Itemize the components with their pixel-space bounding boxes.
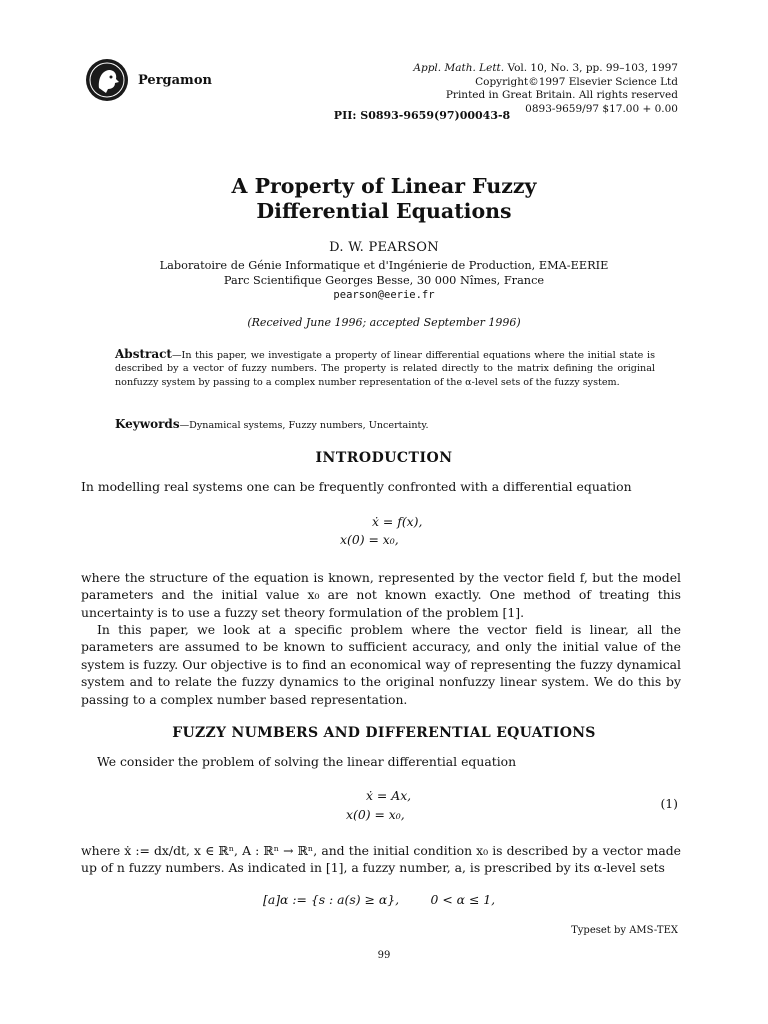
title-line-2: Differential Equations xyxy=(256,199,512,223)
equation-ode xyxy=(340,513,422,549)
typeset-note: Typeset by AMS-TEX xyxy=(571,925,678,936)
journal-name: Appl. Math. Lett. xyxy=(413,62,505,74)
affiliation-line-1: Laboratoire de Génie Informatique et d'Ingénierie de Production, EMA-EERIE xyxy=(159,259,609,272)
equation-alpha-level: [a]α := {s : a(s) ≥ α}, 0 < α ≤ 1, xyxy=(263,892,496,907)
paper-title xyxy=(0,174,768,224)
section-heading-introduction: INTRODUCTION xyxy=(315,450,453,466)
printed-note: Printed in Great Britain. All rights reserved xyxy=(445,89,678,101)
equation-line-1: ẋ = f(x), xyxy=(372,514,423,529)
received-dates: (Received June 1996; accepted September 1996) xyxy=(247,316,521,329)
affiliation-line-2: Parc Scientifique Georges Besse, 30 000 Nîmes, France xyxy=(223,274,545,287)
volume-issue: Vol. 10, No. 3, pp. 99–103, 1997 xyxy=(507,62,678,74)
pii-row xyxy=(0,109,768,122)
abstract-text: In this paper, we investigate a property of linear differential equations where the initial state is described by a vector of fuzzy numbers. The property is related directly to the matrix defining the original nonfuzzy system by passing to a complex number representation of the α-level sets of the fuzzy system. xyxy=(115,350,655,388)
keywords-text: Dynamical systems, Fuzzy numbers, Uncertainty. xyxy=(189,420,429,431)
equation-number: (1) xyxy=(660,796,678,811)
equation-1 xyxy=(346,786,411,824)
equation-1-line-2: x(0) = x₀, xyxy=(346,807,405,822)
title-line-1: A Property of Linear Fuzzy xyxy=(231,174,537,198)
abstract xyxy=(115,348,655,389)
section2-paragraph-2: where ẋ := dx/dt, x ∈ ℝⁿ, A : ℝⁿ → ℝⁿ, and the initial condition x₀ is described by a vector made up of n fuzzy numbers. As indicated in [1], a fuzzy number, a, is prescribed by its α-level sets xyxy=(81,843,681,876)
pergamon-seal-icon xyxy=(84,58,130,102)
intro-paragraph-1: In modelling real systems one can be frequently confronted with a differential equation xyxy=(81,479,632,494)
author-email: pearson@eerie.fr xyxy=(333,289,435,301)
publisher-logo xyxy=(84,58,234,102)
section2-paragraph-1: We consider the problem of solving the linear differential equation xyxy=(97,754,517,769)
abstract-dash: — xyxy=(171,350,182,361)
keywords xyxy=(115,417,655,431)
author: D. W. PEARSON xyxy=(329,240,439,255)
copyright: Copyright©1997 Elsevier Science Ltd xyxy=(475,75,678,88)
page-number: 99 xyxy=(377,950,391,961)
keywords-dash: — xyxy=(179,420,190,431)
intro-paragraph-2: where the structure of the equation is known, represented by the vector field f, but the model parameters and the initial value x₀ are not known exactly. One method of treating this uncertainty is to use a fuzzy set theory formulation of the problem [1]. xyxy=(81,570,681,620)
issn-price: 0893-9659/97 $17.00 + 0.00 xyxy=(525,102,678,115)
publisher-name: Pergamon xyxy=(138,73,212,88)
equation-line-2: x(0) = x₀, xyxy=(340,532,399,547)
pii: PII: S0893-9659(97)00043-8 xyxy=(333,109,511,122)
intro-paragraph-3: In this paper, we look at a specific problem where the vector field is linear, all the parameters are assumed to be known to sufficient accuracy, and only the initial value of the system is fuzzy. Our objective is to find an economical way of representing the fuzzy dynamical system and to relate the fuzzy dynamics to the original nonfuzzy linear system. We do this by passing to a complex number based representation. xyxy=(81,622,681,707)
abstract-label: Abstract xyxy=(115,347,172,361)
journal-meta xyxy=(413,62,678,116)
equation-1-line-1: ẋ = Ax, xyxy=(366,788,412,803)
keywords-label: Keywords xyxy=(115,417,180,431)
affiliation xyxy=(0,258,768,303)
section-heading-fuzzy: FUZZY NUMBERS AND DIFFERENTIAL EQUATIONS xyxy=(172,725,596,741)
